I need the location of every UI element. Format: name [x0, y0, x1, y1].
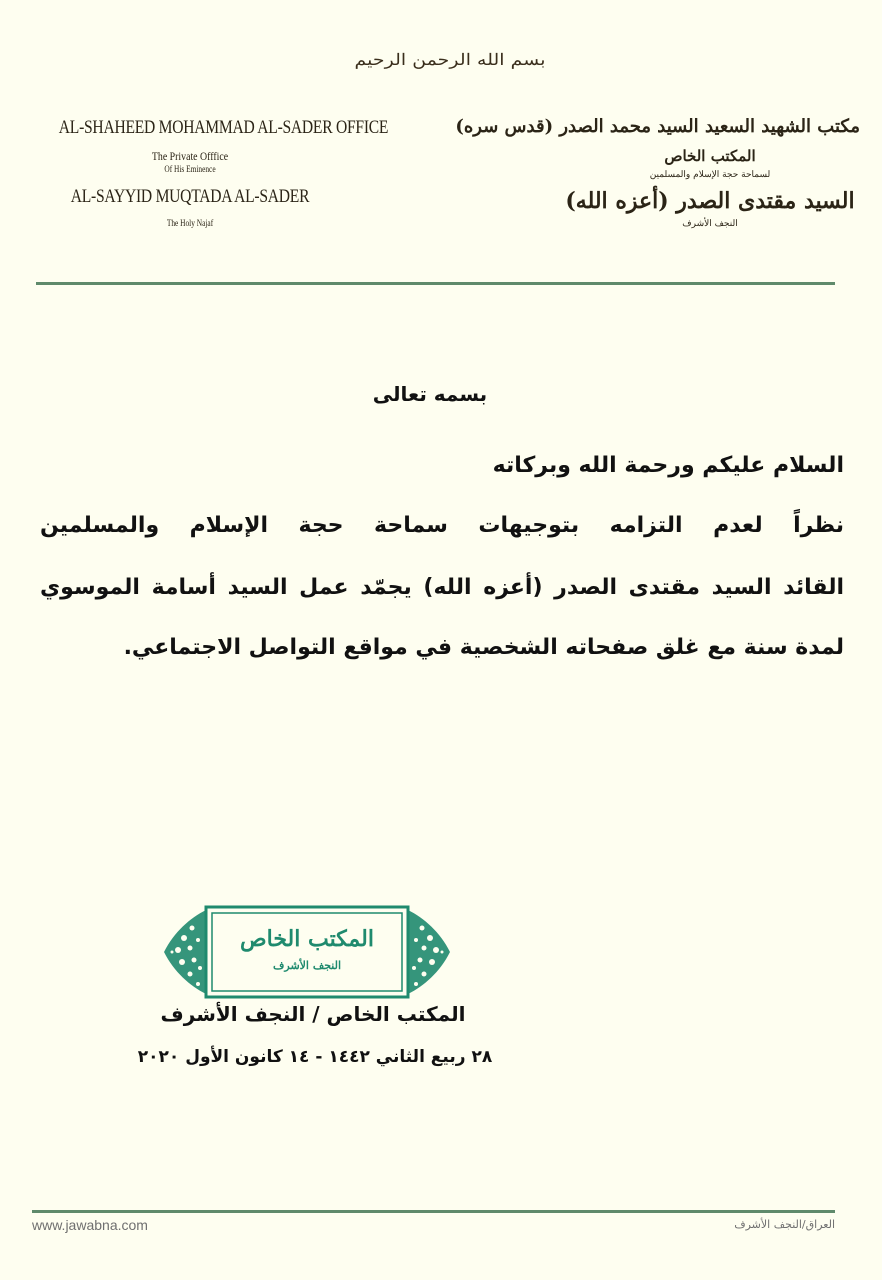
arabic-letterhead: [455, 112, 860, 230]
body-line-3: لمدة سنة مع غلق صفحاته الشخصية في مواقع التواصل الاجتماعي.: [123, 635, 844, 660]
person-name-en: AL-SAYYID MUQTADA AL-SADER: [70, 186, 310, 207]
footer-divider: [32, 1210, 835, 1213]
city-ar: النجف الأشرف: [682, 219, 738, 229]
basmala-text: بسم الله الرحمن الرحيم: [354, 50, 546, 70]
greeting: السلام عليكم ورحمة الله وبركاته: [492, 453, 844, 478]
of-his-eminence-en: Of His Eminence: [164, 164, 216, 174]
private-office-en: The Private Offfice: [151, 149, 229, 163]
invocation: بسمه تعالى: [372, 382, 488, 406]
footer-website: www.jawabna.com: [32, 1217, 148, 1233]
body-line-1: نظراً لعدم التزامه بتوجيهات سماحة حجة الإسلام والمسلمين: [40, 513, 844, 538]
stamp-text-city: النجف الأشرف: [272, 959, 342, 972]
person-name-ar: السيد مقتدى الصدر (أعزه الله): [565, 188, 855, 214]
city-en: The Holy Najaf: [166, 218, 214, 228]
signature-date: ٢٨ ربيع الثاني ١٤٤٢ - ١٤ كانون الأول ٢٠٢٠: [137, 1047, 493, 1067]
private-office-ar: المكتب الخاص: [664, 147, 756, 165]
stamp-text-office: المكتب الخاص: [240, 926, 374, 952]
footer-location: العراق/النجف الأشرف: [734, 1218, 835, 1231]
title-ar: لسماحة حجة الإسلام والمسلمين: [649, 170, 771, 180]
signature-office: المكتب الخاص / النجف الأشرف: [160, 1002, 466, 1026]
office-name-ar: مكتب الشهيد السعيد السيد محمد الصدر (قدس سره): [455, 116, 860, 137]
office-name-en: AL-SHAHEED MOHAMMAD AL-SADER OFFICE: [58, 117, 389, 138]
body-line-2: القائد السيد مقتدى الصدر (أعزه الله) يجمّد عمل السيد أسامة الموسوي: [40, 575, 844, 600]
basmala-calligraphy: [300, 38, 600, 82]
header-divider: [36, 282, 835, 285]
office-stamp: [160, 904, 454, 1000]
english-letterhead: [30, 116, 389, 229]
